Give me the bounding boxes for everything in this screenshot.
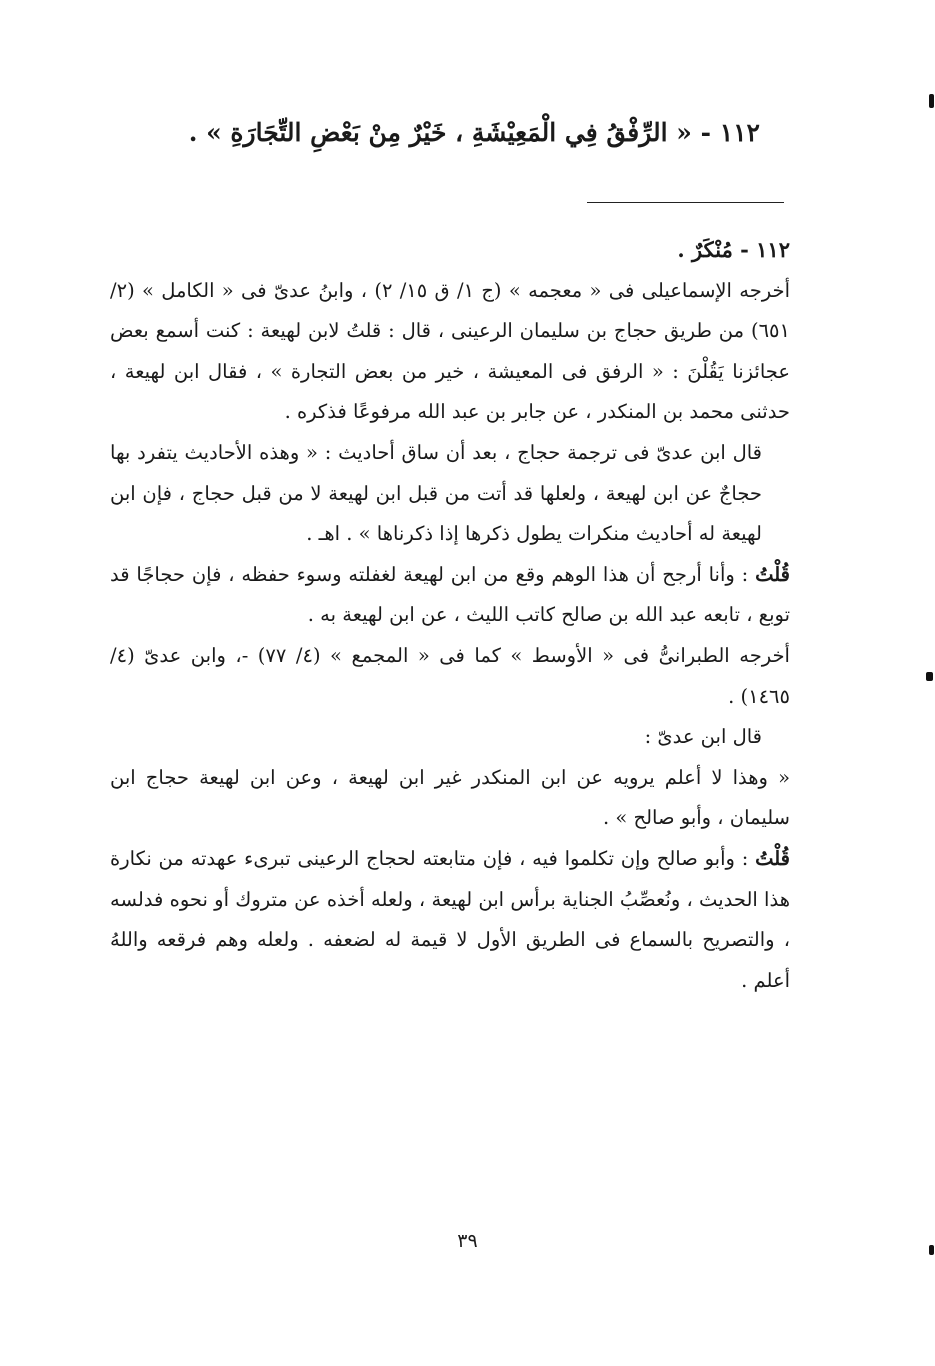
commentary-body xyxy=(110,230,790,1001)
commentary-heading: ١١٢ - مُنْكَرٌ . xyxy=(677,237,790,262)
takhrij-paragraph: أخرجه الإسماعيلى فى « معجمه » (ج ١/ ق ١٥/ ٢) ، وابنُ عدىّ فى « الكامل » (٢/ ٦٥١) من طريق حجاج بن سليمان الرعينى ، قال : قلتُ لابن لهيعة : كنت أسمع بعض عجائزنا يَقُلْنَ : « الرفق فى المعيشة ، خير من بعض التجارة » ، فقال ابن لهيعة ، حدثنى محمد بن المنكدر ، عن جابر بن عبد الله مرفوعًا فذكره . xyxy=(110,278,791,424)
author-conclusion-paragraph xyxy=(110,839,790,1001)
scan-mark xyxy=(929,1245,934,1255)
hadith-heading: ١١٢ - « الرِّفْقُ فِي الْمَعِيْشَةِ ، خَيْرٌ مِنْ بَعْضِ التِّجَارَةِ » . xyxy=(188,118,760,147)
author-conclusion-text: وأبو صالح وإن تكلموا فيه ، فإن متابعته لحجاج الرعينى تبرىء عهدته من نكارة هذا الحديث ، ونُعصِّبُ الجناية برأس ابن لهيعة ، ولعله أخذه عن متروك أو نحوه فدلسه ، والتصريح بالسماع فى الطريق الأول لا قيمة له لضعفه . ولعله وهم فرقعه واللهُ أعلم . xyxy=(110,846,790,992)
ibn-adi-quote: « وهذا لا أعلم يرويه عن ابن المنكدر غير ابن لهيعة ، وعن ابن لهيعة حجاج ابن سليمان ، وأبو صالح » . xyxy=(110,765,790,830)
qult-separator-2: : xyxy=(734,846,756,870)
tabarani-paragraph: أخرجه الطبرانىُّ فى « الأوسط » كما فى « المجمع » (٤/ ٧٧) -، وابن عدىّ (٤/ ١٤٦٥) . xyxy=(110,643,790,708)
qult-separator: : xyxy=(734,562,756,586)
author-note-text: وأنا أرجح أن هذا الوهم وقع من ابن لهيعة لغفلته وسوء حفظه ، فإن حجاجًا قد توبع ، تابعه عبد الله بن صالح كاتب الليث ، عن ابن لهيعة به . xyxy=(110,562,790,627)
scan-mark xyxy=(926,672,933,681)
ibn-adi-said: قال ابن عدىّ : xyxy=(644,725,762,749)
section-divider xyxy=(587,202,784,203)
qult-label: قُلْتُ xyxy=(755,562,790,586)
author-note-paragraph xyxy=(110,555,790,636)
ibn-adi-paragraph: قال ابن عدىّ فى ترجمة حجاج ، بعد أن ساق أحاديث : « وهذه الأحاديث يتفرد بها حجاجٌ عن ابن لهيعة ، ولعلها قد أتت من قبل ابن لهيعة لا من قبل حجاج ، فإن ابن لهيعة له أحاديث منكرات يطول ذكرها إذا ذكرناها » . اهـ . xyxy=(110,440,762,546)
page-number: ٣٩ xyxy=(457,1230,478,1252)
qult-label-2: قُلْتُ xyxy=(755,846,790,870)
scan-mark xyxy=(929,94,934,108)
